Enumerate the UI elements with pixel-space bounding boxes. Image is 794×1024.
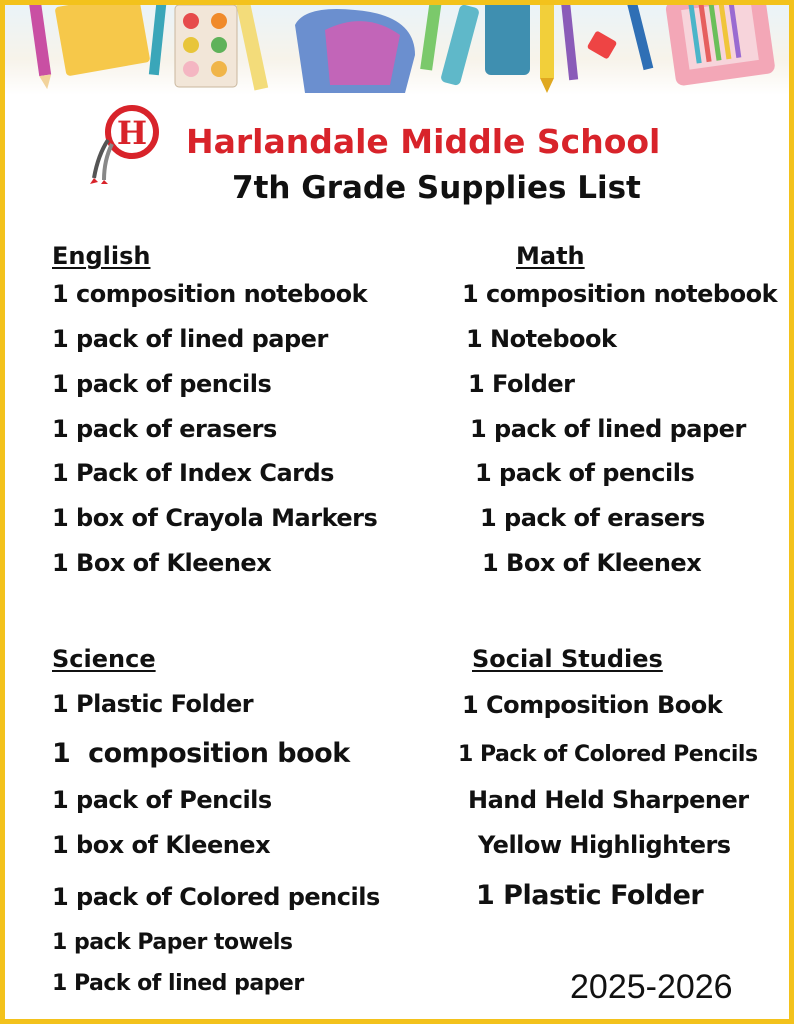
list-item: 1 Box of Kleenex [52, 549, 272, 577]
list-item: 1 Pack of Colored Pencils [458, 742, 758, 767]
list-item: 1 pack of lined paper [470, 415, 746, 443]
list-item: 1 Plastic Folder [476, 880, 704, 911]
logo-letter: H [116, 114, 148, 152]
list-item: 1 Plastic Folder [52, 690, 254, 718]
list-item: 1 Notebook [466, 325, 617, 353]
list-item: 1 Folder [468, 370, 575, 398]
section-science [52, 645, 156, 673]
list-item: 1 pack of erasers [52, 415, 277, 443]
list-item: Yellow Highlighters [478, 831, 731, 859]
supplies-banner-illustration [5, 5, 789, 95]
section-heading-english: English [52, 242, 151, 270]
list-item: 1 Pack of lined paper [52, 971, 304, 996]
school-logo [88, 100, 168, 184]
list-item: 1 pack of lined paper [52, 325, 328, 353]
section-social-studies [472, 645, 663, 673]
list-item: 1 pack of Colored pencils [52, 883, 380, 911]
list-item: 1 Box of Kleenex [482, 549, 702, 577]
list-item: 1 composition notebook [462, 280, 778, 308]
list-item: 1 composition notebook [52, 280, 368, 308]
list-item: 1 composition book [52, 738, 350, 769]
section-heading-science: Science [52, 645, 156, 673]
school-year: 2025-2026 [570, 968, 733, 1006]
list-item: 1 box of Kleenex [52, 831, 271, 859]
section-heading-math: Math [516, 242, 585, 270]
list-item: 1 Composition Book [462, 691, 723, 719]
list-item: 1 pack of pencils [475, 459, 695, 487]
list-item: 1 pack Paper towels [52, 930, 293, 955]
section-english [52, 242, 150, 270]
banner-art [5, 5, 789, 95]
school-logo-icon [88, 100, 168, 184]
list-item: 1 pack of Pencils [52, 786, 272, 814]
section-heading-social-studies: Social Studies [472, 645, 663, 673]
list-item: 1 pack of pencils [52, 370, 272, 398]
list-title: 7th Grade Supplies List [232, 170, 641, 206]
list-item: 1 pack of erasers [480, 504, 705, 532]
list-item: 1 box of Crayola Markers [52, 504, 378, 532]
section-math [516, 242, 585, 270]
list-item: Hand Held Sharpener [468, 786, 749, 814]
school-name: Harlandale Middle School [186, 122, 661, 161]
list-item: 1 Pack of Index Cards [52, 459, 334, 487]
